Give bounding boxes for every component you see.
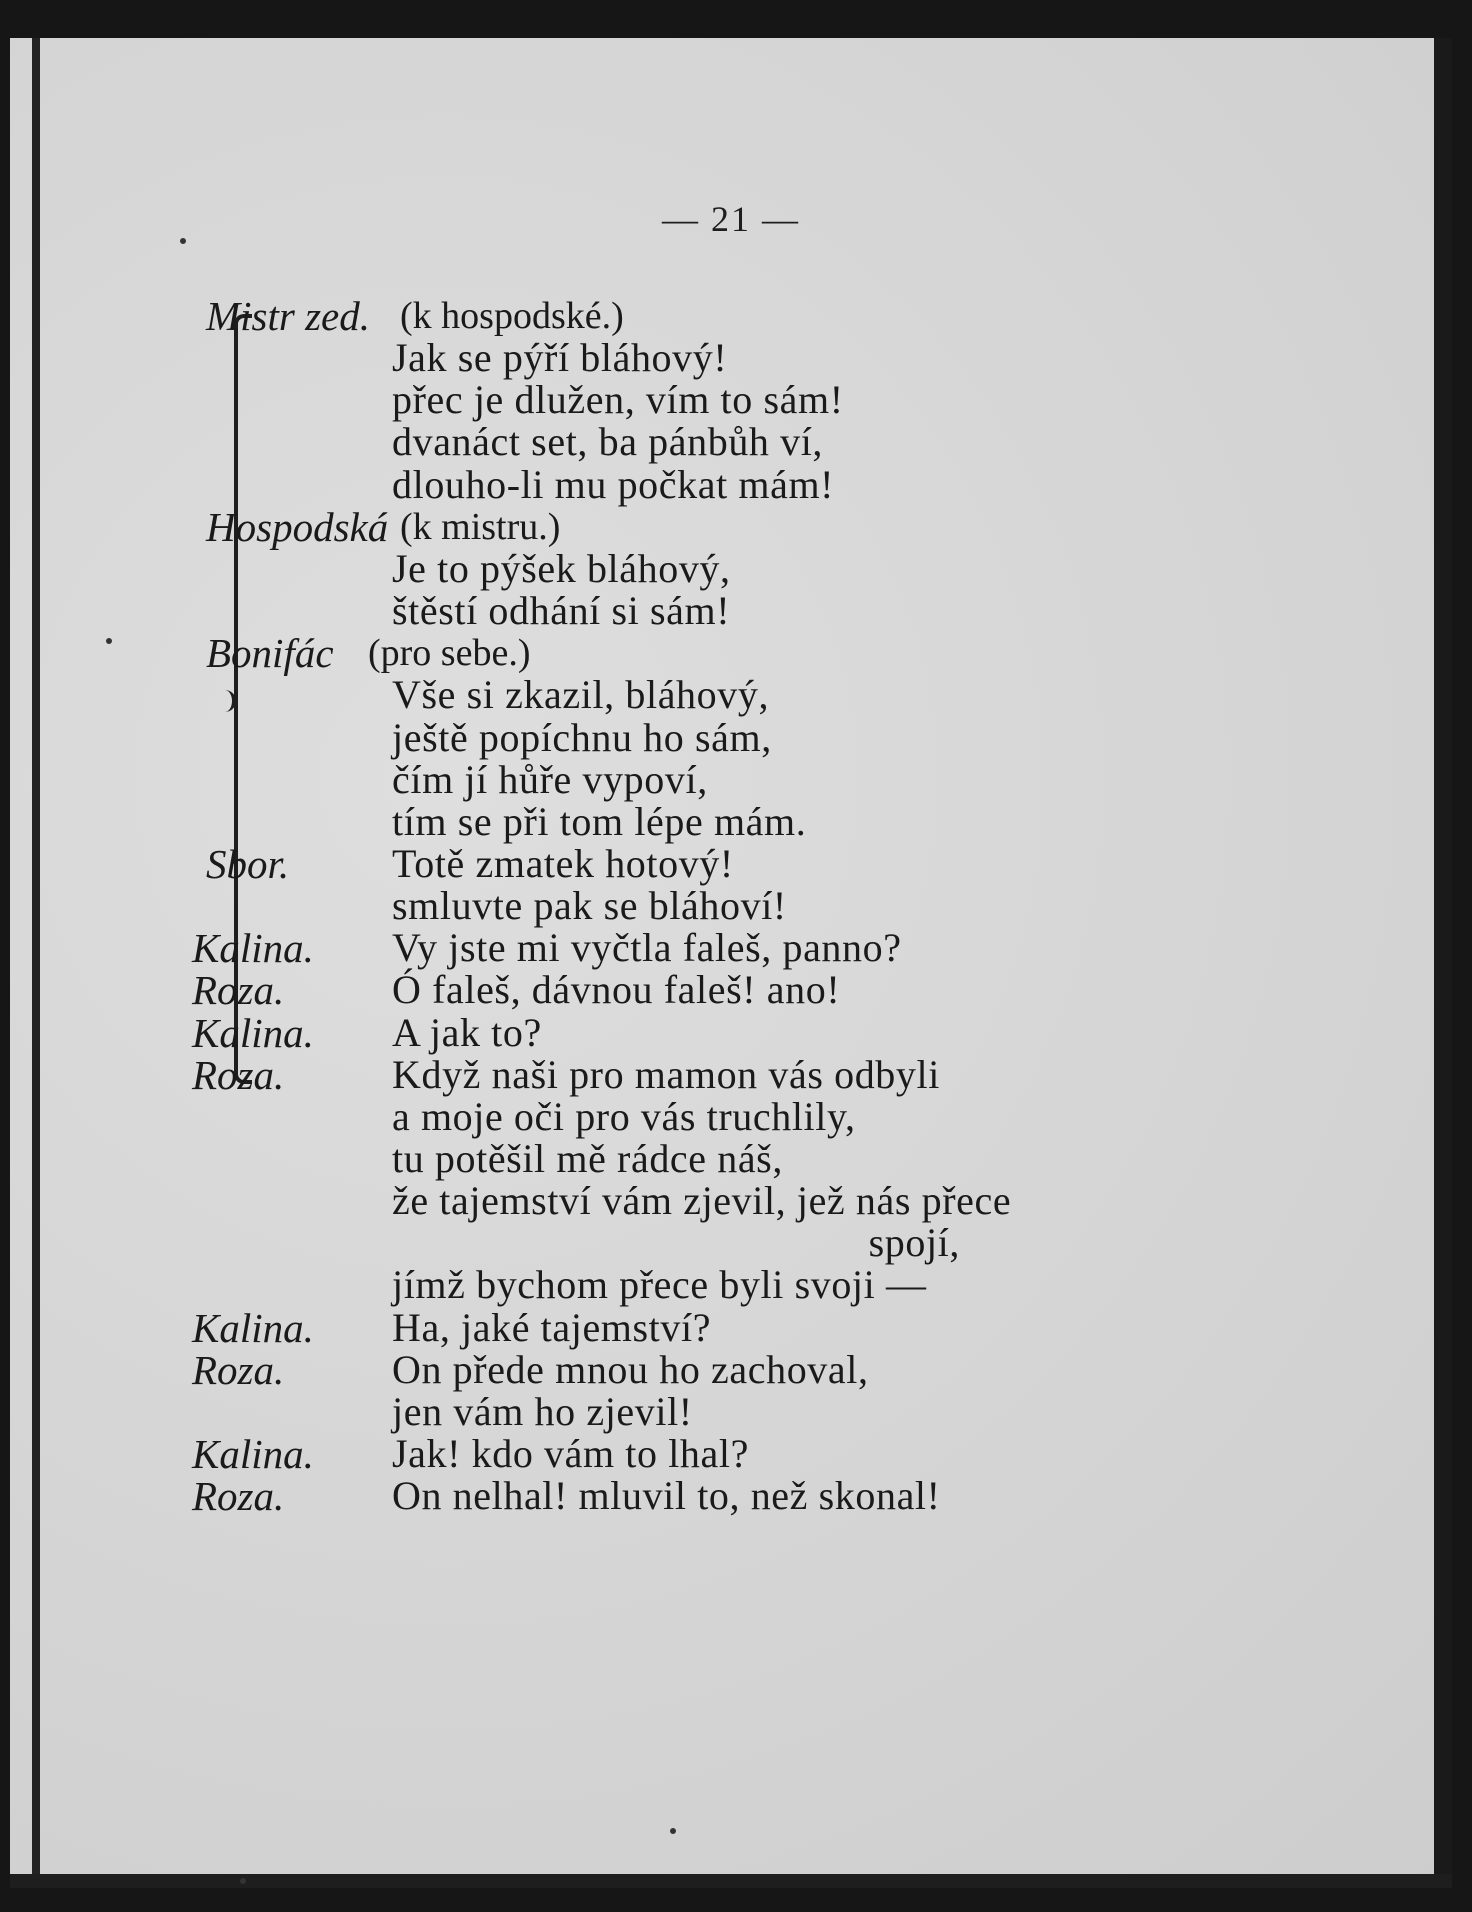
book-page	[10, 38, 1452, 1888]
verse-line: Když naši pro mamon vás odbyli	[392, 1051, 940, 1097]
verse-line: že tajemství vám zjevil, jež nás přece	[392, 1178, 1012, 1224]
print-speck	[106, 638, 112, 644]
speaker-name: Roza.	[192, 1346, 285, 1393]
verse-line: Vy jste mi vyčtla faleš, panno?	[392, 925, 902, 971]
verse-line: Totě zmatek hotový!	[392, 840, 734, 886]
print-speck	[670, 1828, 676, 1834]
page-number: — 21 —	[662, 199, 800, 239]
page-edge-bottom	[10, 1874, 1452, 1888]
speaker-name: Kalina.	[192, 1304, 314, 1351]
speaker-name: Roza.	[192, 1051, 285, 1098]
verse-line: čím jí hůře vypoví,	[392, 756, 708, 802]
stage-direction: (pro sebe.)	[368, 632, 531, 675]
speaker-name: Kalina.	[192, 925, 314, 972]
verse-line: tím se při tom lépe mám.	[392, 798, 807, 844]
verse-line: Ha, jaké tajemství?	[392, 1304, 712, 1350]
verse-line: Ó faleš, dávnou faleš! ano!	[392, 967, 841, 1013]
verse-line: štěstí odhání si sám!	[392, 588, 731, 634]
speaker-name: Roza.	[192, 1473, 285, 1520]
speaker-name: Bonifác	[206, 630, 334, 677]
stage-direction: (k hospodské.)	[400, 295, 624, 337]
verse-line: Jak! kdo vám to lhal?	[392, 1431, 749, 1477]
speaker-name: Kalina.	[192, 1431, 314, 1478]
page-edge-right	[1434, 38, 1452, 1888]
speaker-name: Roza.	[192, 967, 285, 1014]
verse-line: dlouho-li mu počkat mám!	[392, 461, 835, 507]
stage-direction: (k mistru.)	[400, 505, 561, 548]
speaker-name: Sbor.	[206, 840, 290, 887]
verse-line: ještě popíchnu ho sám,	[392, 714, 772, 760]
verse-line: Je to pýšek bláhový,	[392, 545, 731, 591]
speaker-name: Kalina.	[192, 1009, 314, 1056]
verse-line: dvanáct set, ba pánbůh ví,	[392, 419, 824, 465]
verse-line: smluvte pak se bláhoví!	[392, 883, 787, 929]
verse-line: A jak to?	[392, 1009, 542, 1055]
speaker-name: Hospodská	[206, 503, 389, 550]
print-speck	[240, 1878, 246, 1884]
verse-line: jen vám ho zjevil!	[392, 1388, 693, 1434]
verse-line: a moje oči pro vás truchlily,	[392, 1093, 856, 1139]
verse-line: On přede mnou ho zachoval,	[392, 1346, 869, 1392]
page-edge-left	[32, 38, 40, 1888]
print-speck	[180, 238, 186, 244]
verse-line: Jak se pýří bláhový!	[392, 335, 728, 381]
verse-line: On nelhal! mluvil to, než skonal!	[392, 1473, 941, 1519]
verse-line: jímž bychom přece byli svoji —	[392, 1262, 927, 1308]
verse-line: přec je dlužen, vím to sám!	[392, 377, 844, 423]
speaker-name: Mistr zed.	[206, 293, 370, 339]
verse-line: tu potěšil mě rádce náš,	[392, 1136, 783, 1181]
verse-line-continuation: spojí,	[868, 1220, 960, 1266]
verse-line: Vše si zkazil, bláhový,	[392, 672, 770, 718]
